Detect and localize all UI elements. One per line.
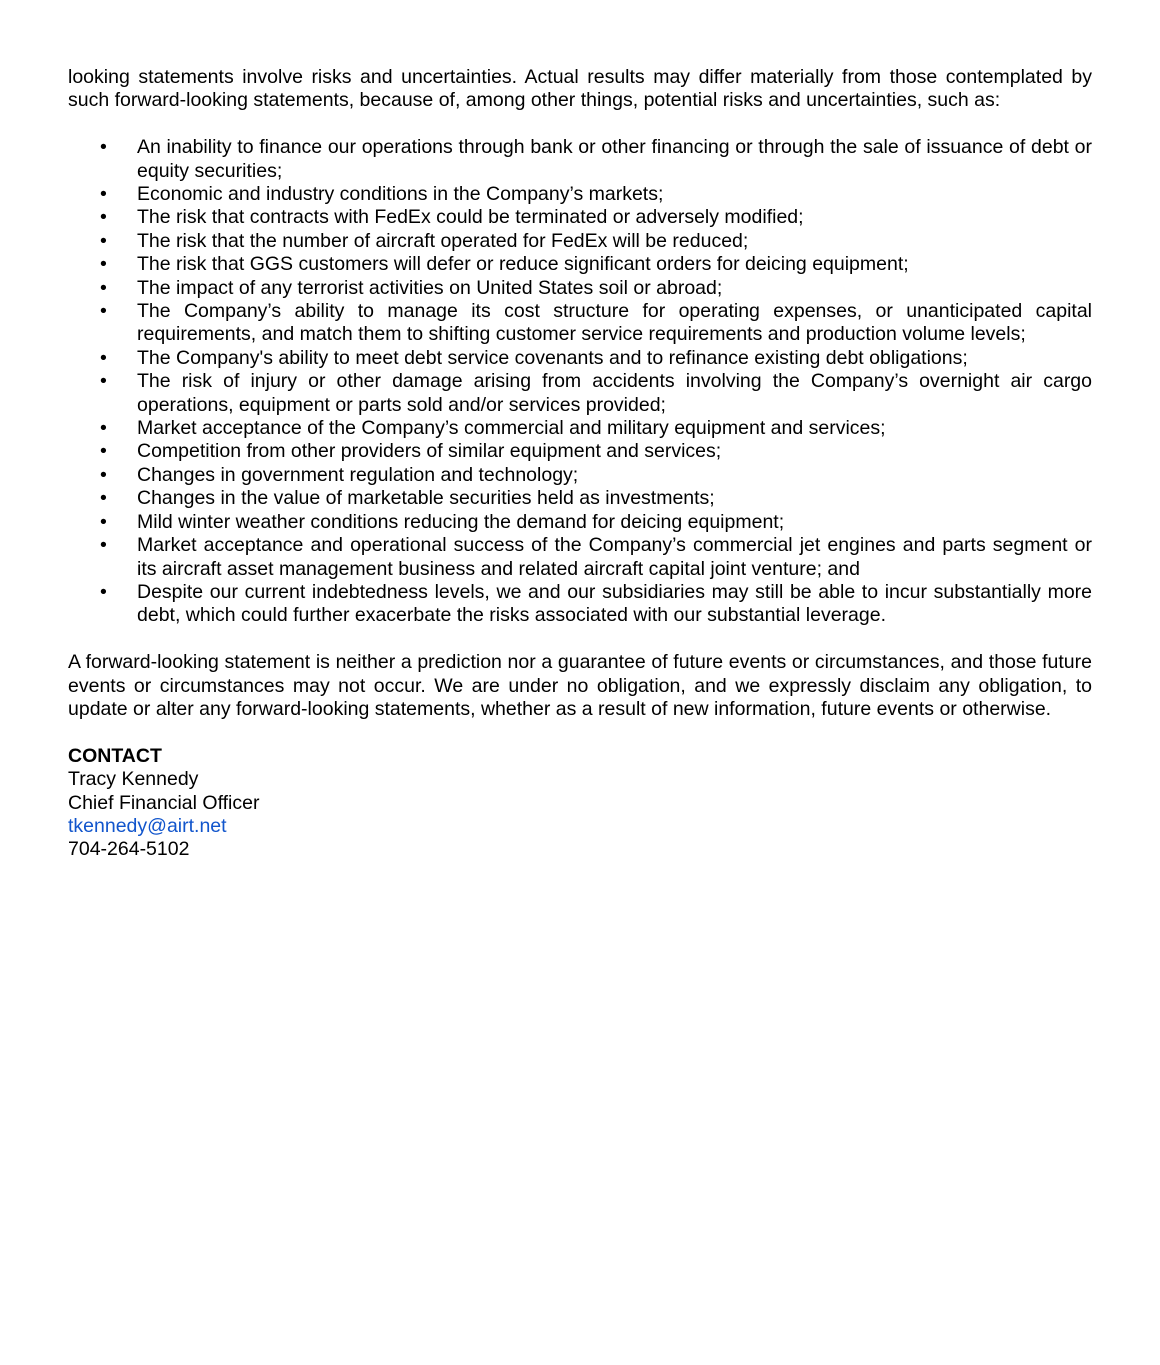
risk-item-text: The risk that the number of aircraft operated for FedEx will be reduced;: [137, 229, 749, 252]
bullet-icon: •: [100, 463, 107, 486]
risk-item: [68, 487, 1092, 510]
bullet-icon: •: [100, 183, 107, 206]
intro-paragraph: looking statements involve risks and uncertainties. Actual results may differ materially from those contemplated by such forward-looking statements, because of, among other things, potential risks and uncertainties, such as:: [68, 66, 1092, 112]
contact-name: Tracy Kennedy: [68, 768, 199, 791]
risk-item-text: Mild winter weather conditions reducing the demand for deicing equipment;: [137, 510, 785, 533]
contact-heading: CONTACT: [68, 744, 162, 767]
risk-item: [68, 206, 1092, 229]
bullet-icon: •: [100, 136, 107, 159]
risk-item-text: The risk that contracts with FedEx could be terminated or adversely modified;: [137, 206, 804, 229]
risk-item-text: Market acceptance of the Company’s commercial and military equipment and services;: [137, 417, 886, 440]
risk-item: [68, 511, 1092, 534]
document-page: [68, 66, 1092, 862]
bullet-icon: •: [100, 534, 107, 557]
risk-factors-list: [68, 136, 1092, 628]
risk-item: [68, 136, 1092, 183]
risk-item-text: The Company’s ability to manage its cost structure for operating expenses, or unanticipated capital requirements, and match them to shifting customer service requirements and production volume levels;: [137, 300, 1092, 346]
bullet-icon: •: [100, 300, 107, 323]
bullet-icon: •: [100, 346, 107, 369]
bullet-icon: •: [100, 487, 107, 510]
risk-item-text: Competition from other providers of similar equipment and services;: [137, 440, 722, 463]
risk-item: [68, 581, 1092, 628]
bullet-icon: •: [100, 370, 107, 393]
risk-item-text: Economic and industry conditions in the Company’s markets;: [137, 183, 664, 206]
risk-item-text: The risk of injury or other damage arising from accidents involving the Company’s overnight air cargo operations, equipment or parts sold and/or services provided;: [137, 370, 1092, 416]
contact-email-link[interactable]: tkennedy@airt.net: [68, 814, 227, 837]
bullet-icon: •: [100, 440, 107, 463]
risk-item: [68, 464, 1092, 487]
bullet-icon: •: [100, 510, 107, 533]
risk-item-text: Market acceptance and operational success of the Company’s commercial jet engines and parts segment or its aircraft asset management business and related aircraft capital joint venture; and: [137, 534, 1092, 580]
bullet-icon: •: [100, 206, 107, 229]
risk-item-text: The impact of any terrorist activities on United States soil or abroad;: [137, 276, 723, 299]
risk-item: [68, 347, 1092, 370]
risk-item-text: The Company's ability to meet debt service covenants and to refinance existing debt obligations;: [137, 346, 968, 369]
risk-item: [68, 370, 1092, 417]
bullet-icon: •: [100, 580, 107, 603]
contact-block: [68, 745, 1092, 862]
risk-item-text: Despite our current indebtedness levels, we and our subsidiaries may still be able to incur substantially more debt, which could further exacerbate the risks associated with our substantial leverage.: [137, 580, 1092, 627]
risk-item: [68, 300, 1092, 347]
bullet-icon: •: [100, 417, 107, 440]
bullet-icon: •: [100, 229, 107, 252]
risk-item: [68, 253, 1092, 276]
contact-title: Chief Financial Officer: [68, 791, 260, 814]
risk-item-text: Changes in the value of marketable securities held as investments;: [137, 487, 715, 510]
risk-item: [68, 417, 1092, 440]
bullet-icon: •: [100, 253, 107, 276]
bullet-icon: •: [100, 276, 107, 299]
risk-item-text: An inability to finance our operations through bank or other financing or through the sale of issuance of debt or equity securities;: [137, 136, 1092, 182]
disclaimer-paragraph: A forward-looking statement is neither a prediction nor a guarantee of future events or circumstances, and those future events or circumstances may not occur. We are under no obligation, and we expressly disclaim any obligation, to update or alter any forward-looking statements, whether as a result of new information, future events or otherwise.: [68, 651, 1092, 720]
risk-item-text: Changes in government regulation and technology;: [137, 463, 579, 486]
risk-item: [68, 183, 1092, 206]
risk-item: [68, 277, 1092, 300]
risk-item: [68, 534, 1092, 581]
risk-item: [68, 440, 1092, 463]
risk-item-text: The risk that GGS customers will defer or reduce significant orders for deicing equipment;: [137, 253, 909, 276]
risk-item: [68, 230, 1092, 253]
contact-phone: 704-264-5102: [68, 838, 190, 861]
